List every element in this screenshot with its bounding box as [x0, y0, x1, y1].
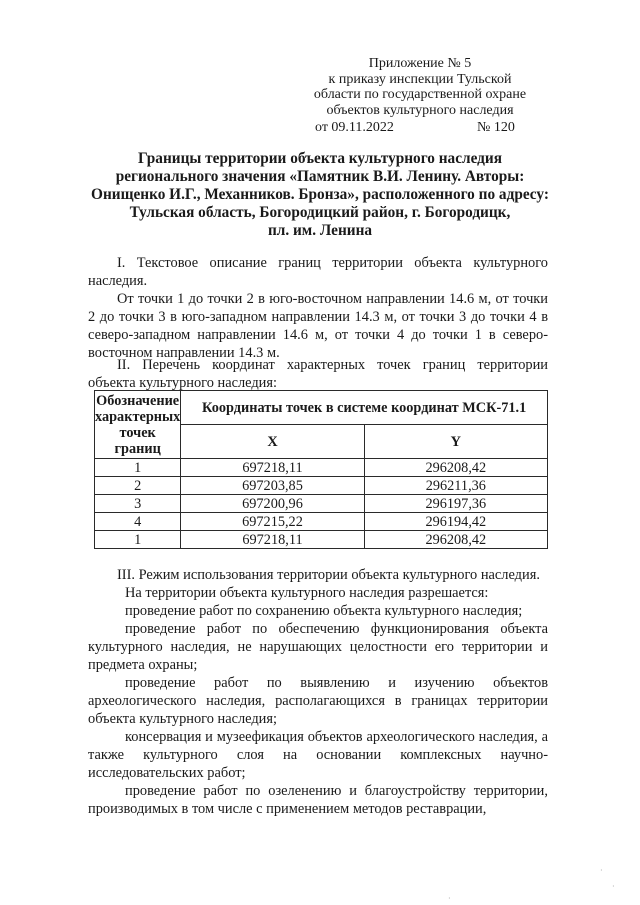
x-cell: 697200,96 [181, 495, 364, 513]
title-line: регионального значения «Памятник В.И. Ленину. Авторы: [115, 168, 525, 185]
allowed-item: проведение работ по озеленению и благоустройству территории, производимых в том числе с применением методов реставрации, [88, 783, 548, 817]
point-cell: 3 [95, 495, 181, 513]
allowed-item: проведение работ по сохранению объекта культурного наследия; [125, 603, 523, 619]
title-line: пл. им. Ленина [267, 222, 373, 239]
appendix-block [300, 56, 540, 118]
section-1-heading: I. Текстовое описание границ территории объекта культурного наследия. [88, 255, 548, 289]
title-line: Онищенко И.Г., Механников. Бронза», расположенного по адресу: [91, 186, 549, 203]
allowed-item: проведение работ по выявлению и изучению объектов археологического наследия, располагающихся в границах территории объекта культурного наследия; [88, 675, 548, 727]
x-cell: 697218,11 [181, 459, 364, 477]
scan-speck: · [612, 882, 615, 891]
x-cell: 697203,85 [181, 477, 364, 495]
title-line: Границы территории объекта культурного наследия [138, 150, 502, 167]
section-2-heading: II. Перечень координат характерных точек границ территории объекта культурного наследия: [88, 357, 548, 391]
scan-speck: · [448, 894, 451, 903]
order-number: № 120 [477, 120, 515, 135]
coordinates-table [94, 390, 548, 549]
table-row [95, 477, 548, 495]
x-cell: 697218,11 [181, 531, 364, 549]
title-line: Тульская область, Богородицкий район, г. Богородицк, [129, 204, 511, 221]
order-date: от 09.11.2022 [315, 120, 394, 135]
coordinates-header: Координаты точек в системе координат МСК-71.1 [181, 391, 548, 425]
allowed-item: консервация и музеефикация объектов археологического наследия, а также культурного слоя на основании комплексных научно-исследовательских работ; [88, 729, 548, 781]
boundary-description: От точки 1 до точки 2 в юго-восточном направлении 14.6 м, от точки 2 до точки 3 в юго-западном направлении 14.3 м, от точки 3 до точки 4 в северо-западном направлении 14.6 м, от точки 4 до точки 1 в северо-восточном направлении 14.3 м. [88, 291, 548, 361]
point-cell: 4 [95, 513, 181, 531]
table-row [95, 513, 548, 531]
order-reference [315, 120, 525, 136]
table-row [95, 459, 548, 477]
y-column-header: Y [364, 425, 547, 459]
x-column-header: X [181, 425, 364, 459]
section-2 [88, 356, 548, 392]
y-cell: 296211,36 [364, 477, 547, 495]
allowed-intro: На территории объекта культурного наследия разрешается: [125, 585, 489, 601]
section-3-heading: III. Режим использования территории объекта культурного наследия. [117, 567, 540, 583]
point-cell: 1 [95, 459, 181, 477]
document-title [78, 150, 562, 240]
y-cell: 296208,42 [364, 531, 547, 549]
x-cell: 697215,22 [181, 513, 364, 531]
allowed-item: проведение работ по обеспечению функционирования объекта культурного наследия, не нарушающих целостности его территории и предмета охраны; [88, 621, 548, 673]
table-row [95, 531, 548, 549]
section-1 [88, 254, 548, 362]
scan-speck: · [600, 866, 603, 875]
y-cell: 296194,42 [364, 513, 547, 531]
y-cell: 296208,42 [364, 459, 547, 477]
y-cell: 296197,36 [364, 495, 547, 513]
point-cell: 1 [95, 531, 181, 549]
point-column-header: Обозначение характерных точек границ [95, 392, 181, 457]
point-cell: 2 [95, 477, 181, 495]
appendix-line: области по государственной охране [313, 87, 527, 102]
appendix-line: объектов культурного наследия [326, 102, 514, 118]
table-row [95, 495, 548, 513]
appendix-line: Приложение № 5 [368, 56, 472, 71]
appendix-line: к приказу инспекции Тульской [328, 71, 512, 87]
section-3 [88, 566, 548, 818]
